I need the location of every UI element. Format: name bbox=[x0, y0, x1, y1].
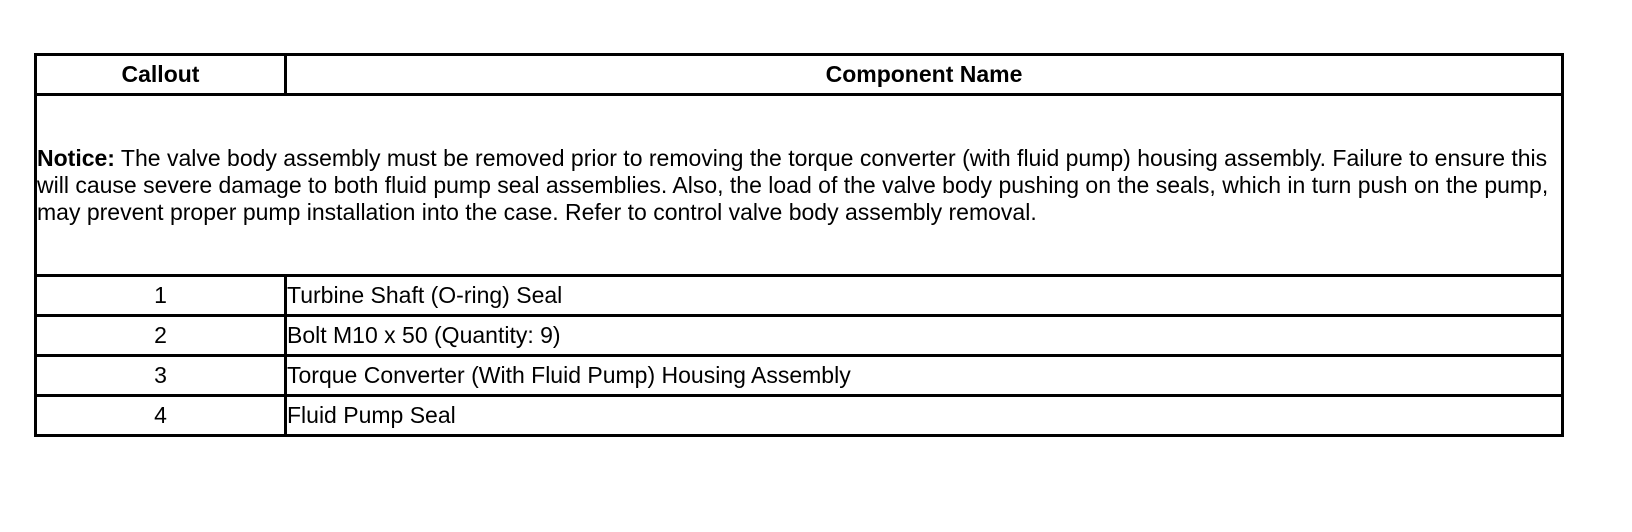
component-name: Bolt M10 x 50 (Quantity: 9) bbox=[286, 316, 1563, 356]
table-header-row bbox=[36, 55, 1563, 95]
callout-table bbox=[34, 53, 1564, 437]
table-row bbox=[36, 356, 1563, 396]
callout-column-header: Callout bbox=[36, 55, 286, 95]
table-row bbox=[36, 396, 1563, 436]
callout-number: 4 bbox=[36, 396, 286, 436]
callout-number: 3 bbox=[36, 356, 286, 396]
component-name-column-header: Component Name bbox=[286, 55, 1563, 95]
callout-number: 2 bbox=[36, 316, 286, 356]
component-name: Fluid Pump Seal bbox=[286, 396, 1563, 436]
notice-cell bbox=[36, 95, 1563, 276]
callout-number: 1 bbox=[36, 276, 286, 316]
table-row bbox=[36, 316, 1563, 356]
component-name: Torque Converter (With Fluid Pump) Housing Assembly bbox=[286, 356, 1563, 396]
notice-row bbox=[36, 95, 1563, 276]
notice-text: The valve body assembly must be removed prior to removing the torque converter (with fluid pump) housing assembly. Failure to ensure this will cause severe damage to both fluid pump seal assemblies. Also, the load of the valve body pushing on the seals, which in turn push on the pump, may prevent proper pump installation into the case. Refer to control valve body assembly removal. bbox=[37, 144, 1549, 225]
table-row bbox=[36, 276, 1563, 316]
component-name: Turbine Shaft (O-ring) Seal bbox=[286, 276, 1563, 316]
notice-label: Notice: bbox=[37, 144, 115, 171]
